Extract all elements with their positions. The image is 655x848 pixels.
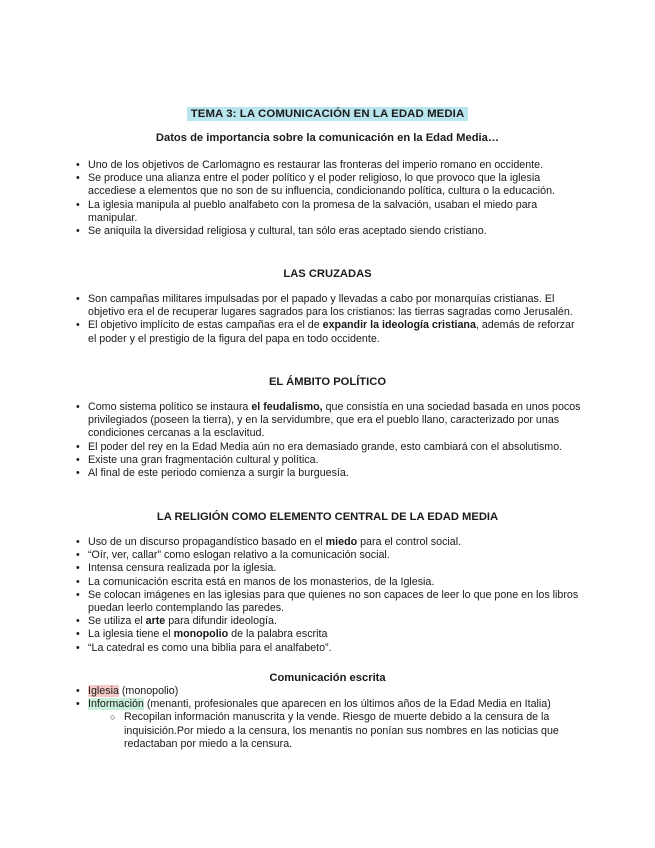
- list-item: • “La catedral es como una biblia para el analfabeto”.: [76, 642, 582, 655]
- highlighted-text: Información: [88, 698, 144, 711]
- list-item: [76, 628, 582, 641]
- subtitle: Datos de importancia sobre la comunicación en la Edad Media…: [155, 132, 500, 144]
- highlighted-text: Iglesia: [88, 685, 119, 697]
- list-item: • Al final de este periodo comienza a surgir la burguesía.: [76, 467, 582, 480]
- item-text: que consistía en una sociedad basada en unos pocos privilegiados (poseen la tierra), y en la servidumbre, que era el pueblo llano, caracterizado por unas condiciones cercanas a la esclavitud.: [88, 401, 581, 440]
- heading-religion: LA RELIGIÓN COMO ELEMENTO CENTRAL DE LA EDAD MEDIA: [156, 511, 499, 523]
- list-item: • Son campañas militares impulsadas por el papado y llevadas a cabo por monarquías cristianas. El objetivo era el de recuperar lugares sagrados para los cristianos: las tierras sagradas como Jerusalén.: [76, 293, 582, 319]
- list-item: [76, 685, 582, 698]
- item-text: (menanti, profesionales que aparecen en los últimos años de la Edad Media en Italia): [143, 698, 551, 711]
- item-text: de la palabra escrita: [228, 628, 328, 641]
- item-text: La iglesia tiene el: [88, 628, 174, 641]
- item-text: Como sistema político se instaura: [88, 401, 252, 413]
- item-text: El objetivo implícito de estas campañas era el de: [88, 319, 323, 332]
- document-title: TEMA 3: LA COMUNICACIÓN EN LA EDAD MEDIA: [187, 107, 469, 121]
- item-text: Uso de un discurso propagandístico basado en el: [88, 536, 326, 548]
- list-item: • Se aniquila la diversidad religiosa y cultural, tan sólo eras aceptado siendo cristiano.: [76, 225, 582, 238]
- bold-text: monopolio: [173, 628, 229, 641]
- heading-escrita: Comunicación escrita: [269, 672, 386, 684]
- bold-text: expandir la ideología cristiana: [322, 319, 476, 332]
- list-item: • “Oír, ver, callar” como eslogan relativo a la comunicación social.: [76, 549, 582, 562]
- religion-list: [76, 536, 582, 655]
- bold-text: miedo: [325, 536, 358, 548]
- item-text: para el control social.: [357, 536, 462, 548]
- list-item: [76, 698, 582, 751]
- list-item: [76, 615, 582, 628]
- list-item: • Intensa censura realizada por la iglesia.: [76, 562, 582, 575]
- heading-politico: EL ÁMBITO POLÍTICO: [268, 376, 387, 388]
- list-item: • Se colocan imágenes en las iglesias para que quienes no son capaces de leer lo que pone en los libros puedan leerlo contemplando las paredes.: [76, 589, 582, 615]
- list-item: [76, 536, 582, 549]
- item-text: (monopolio): [118, 685, 179, 697]
- list-item: • Uno de los objetivos de Carlomagno es restaurar las fronteras del imperio romano en occidente.: [76, 159, 582, 172]
- title-container: [0, 104, 655, 122]
- item-text: Se utiliza el: [88, 615, 146, 628]
- list-item: • La comunicación escrita está en manos de los monasterios, de la Iglesia.: [76, 576, 582, 589]
- bold-text: arte: [145, 615, 166, 628]
- escrita-list: [76, 685, 582, 751]
- list-item: • La iglesia manipula al pueblo analfabeto con la promesa de la salvación, usaban el miedo para manipular.: [76, 199, 582, 225]
- list-item: • El poder del rey en la Edad Media aún no era demasiado grande, esto cambiará con el absolutismo.: [76, 441, 582, 454]
- item-text: , además de reforzar el poder y el prestigio de la figura del papa en todo occidente.: [88, 319, 575, 345]
- intro-list: [76, 159, 582, 238]
- list-item: • Se produce una alianza entre el poder político y el poder religioso, lo que provoco que la iglesia accediese a elementos que no son de su influencia, condicionando política, cultura o la educación.: [76, 172, 582, 198]
- sub-list-item: ○ Recopilan información manuscrita y la vende. Riesgo de muerte debido a la censura de la inquisición.Por miedo a la censura, los menantis no ponían sus nombres en las noticias que redactaban por miedo a la censura.: [110, 711, 582, 751]
- politico-list: [76, 401, 582, 480]
- heading-cruzadas: LAS CRUZADAS: [283, 268, 372, 280]
- list-item: • Existe una gran fragmentación cultural y política.: [76, 454, 582, 467]
- escrita-sublist: [88, 711, 582, 751]
- cruzadas-list: [76, 293, 582, 346]
- item-text: para difundir ideología.: [165, 615, 277, 628]
- bold-text: el feudalismo,: [251, 401, 323, 413]
- list-item: [76, 319, 582, 345]
- list-item: [76, 401, 582, 441]
